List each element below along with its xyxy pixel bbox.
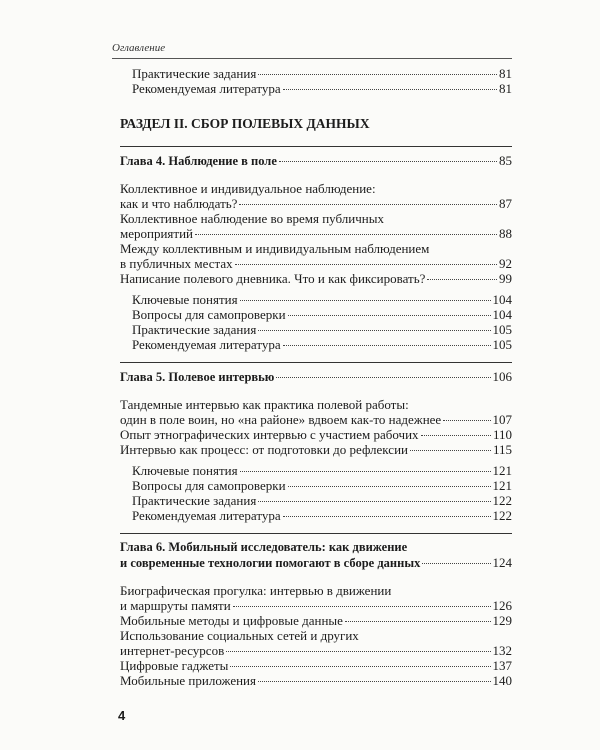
leader-dots bbox=[195, 234, 497, 235]
leader-dots bbox=[288, 486, 491, 487]
toc-subentry[interactable] bbox=[120, 463, 512, 478]
leader-dots bbox=[345, 621, 491, 622]
toc-subentry[interactable] bbox=[120, 292, 512, 307]
page-number: 4 bbox=[118, 708, 126, 723]
toc-entry-title-line2: интернет-ресурсов bbox=[120, 643, 225, 658]
toc-entry-title: Цифровые гаджеты bbox=[120, 658, 229, 673]
toc-entry-title: Вопросы для самопроверки bbox=[132, 478, 286, 493]
toc-entry[interactable] bbox=[120, 241, 512, 271]
leader-dots bbox=[276, 377, 490, 378]
toc-subentry[interactable] bbox=[120, 508, 512, 523]
toc-entry-title: Вопросы для самопроверки bbox=[132, 307, 286, 322]
chapter-title: Глава 5. Полевое интервью bbox=[120, 370, 275, 384]
toc-entry[interactable] bbox=[120, 583, 512, 613]
chapter-4-entry[interactable] bbox=[120, 153, 512, 169]
leader-dots bbox=[226, 651, 490, 652]
toc-entry-title-line1: Биографическая прогулка: интервью в движении bbox=[120, 583, 392, 598]
leader-dots bbox=[235, 264, 497, 265]
toc-entry-page: 81 bbox=[499, 81, 512, 96]
header-rule bbox=[112, 58, 512, 59]
chapter-page: 85 bbox=[499, 153, 512, 168]
toc-entry-page: 88 bbox=[499, 226, 512, 241]
leader-dots bbox=[421, 435, 491, 436]
toc-entry-page: 105 bbox=[492, 322, 512, 337]
toc-subentry[interactable] bbox=[120, 478, 512, 493]
toc-entry-title-line1: Тандемные интервью как практика полевой работы: bbox=[120, 397, 409, 412]
toc-entry-page: 129 bbox=[492, 613, 512, 628]
toc-entry-title: Мобильные приложения bbox=[120, 673, 256, 688]
leader-dots bbox=[422, 563, 490, 564]
toc-entry-page: 87 bbox=[499, 196, 512, 211]
toc-entry-page: 107 bbox=[492, 412, 512, 427]
toc-entry[interactable] bbox=[120, 271, 512, 286]
table-of-contents bbox=[120, 66, 512, 688]
toc-entry-page: 121 bbox=[492, 463, 512, 478]
leader-dots bbox=[279, 161, 497, 162]
toc-entry[interactable] bbox=[120, 81, 512, 96]
toc-subentry[interactable] bbox=[120, 337, 512, 352]
leader-dots bbox=[283, 516, 491, 517]
toc-entry-page: 99 bbox=[499, 271, 512, 286]
leader-dots bbox=[239, 204, 497, 205]
toc-entry-page: 92 bbox=[499, 256, 512, 271]
toc-entry-page: 121 bbox=[492, 478, 512, 493]
chapter-page: 106 bbox=[492, 369, 512, 384]
toc-entry[interactable] bbox=[120, 613, 512, 628]
leader-dots bbox=[443, 420, 490, 421]
leader-dots bbox=[288, 315, 491, 316]
toc-entry[interactable] bbox=[120, 658, 512, 673]
chapter-title: Глава 4. Наблюдение в поле bbox=[120, 154, 277, 168]
toc-entry-title: Практические задания bbox=[132, 493, 257, 508]
leader-dots bbox=[258, 501, 490, 502]
toc-entry[interactable] bbox=[120, 442, 512, 457]
leader-dots bbox=[240, 471, 491, 472]
toc-entry-page: 110 bbox=[492, 427, 512, 442]
toc-entry-title: Написание полевого дневника. Что и как фиксировать? bbox=[120, 271, 426, 286]
toc-entry-title: Рекомендуемая литература bbox=[132, 508, 281, 523]
toc-entry-page: 132 bbox=[492, 643, 512, 658]
leader-dots bbox=[283, 89, 497, 90]
toc-entry-title: Ключевые понятия bbox=[132, 292, 238, 307]
toc-entry-title-line2: в публичных местах bbox=[120, 256, 233, 271]
toc-entry-title: Практические задания bbox=[132, 66, 257, 81]
running-header: Оглавление bbox=[112, 42, 166, 54]
toc-subentry[interactable] bbox=[120, 493, 512, 508]
toc-entry[interactable] bbox=[120, 181, 512, 211]
chapter-title-line2: и современные технологии помогают в сборе данных bbox=[120, 556, 421, 570]
chapter-title-line1: Глава 6. Мобильный исследователь: как движение bbox=[120, 540, 408, 554]
toc-entry-title-line2: и маршруты памяти bbox=[120, 598, 231, 613]
leader-dots bbox=[283, 345, 491, 346]
toc-entry-title: Мобильные методы и цифровые данные bbox=[120, 613, 343, 628]
toc-entry[interactable] bbox=[120, 66, 512, 81]
toc-entry-title-line1: Между коллективным и индивидуальным наблюдением bbox=[120, 241, 430, 256]
toc-entry-title: Опыт этнографических интервью с участием рабочих bbox=[120, 427, 419, 442]
toc-entry-title-line2: один в поле воин, но «на районе» вдвоем как-то надежнее bbox=[120, 412, 442, 427]
toc-entry-page: 81 bbox=[499, 66, 512, 81]
toc-subentry[interactable] bbox=[120, 322, 512, 337]
toc-entry-page: 104 bbox=[492, 307, 512, 322]
toc-entry-title-line2: мероприятий bbox=[120, 226, 193, 241]
leader-dots bbox=[258, 681, 491, 682]
leader-dots bbox=[410, 450, 491, 451]
chapter-5-entry[interactable] bbox=[120, 369, 512, 385]
leader-dots bbox=[233, 606, 491, 607]
toc-entry[interactable] bbox=[120, 427, 512, 442]
toc-entry-title-line1: Коллективное наблюдение во время публичных bbox=[120, 211, 384, 226]
leader-dots bbox=[258, 330, 490, 331]
toc-entry-title-line1: Коллективное и индивидуальное наблюдение: bbox=[120, 181, 376, 196]
leader-dots bbox=[258, 74, 497, 75]
toc-subentry[interactable] bbox=[120, 307, 512, 322]
toc-entry-title: Рекомендуемая литература bbox=[132, 81, 281, 96]
toc-entry[interactable] bbox=[120, 673, 512, 688]
toc-entry-title: Ключевые понятия bbox=[132, 463, 238, 478]
toc-entry-title: Интервью как процесс: от подготовки до рефлексии bbox=[120, 442, 408, 457]
section-title: РАЗДЕЛ II. СБОР ПОЛЕВЫХ ДАННЫХ bbox=[120, 116, 370, 131]
toc-entry-page: 126 bbox=[492, 598, 512, 613]
toc-entry-page: 105 bbox=[492, 337, 512, 352]
toc-entry-title-line1: Использование социальных сетей и других bbox=[120, 628, 359, 643]
leader-dots bbox=[230, 666, 490, 667]
leader-dots bbox=[240, 300, 491, 301]
toc-entry[interactable] bbox=[120, 628, 512, 658]
toc-entry-page: 115 bbox=[492, 442, 512, 457]
toc-entry-page: 140 bbox=[492, 673, 512, 688]
toc-entry-title-line2: как и что наблюдать? bbox=[120, 196, 238, 211]
leader-dots bbox=[427, 279, 497, 280]
toc-entry-page: 104 bbox=[492, 292, 512, 307]
chapter-6-entry[interactable] bbox=[120, 540, 512, 571]
toc-entry-page: 137 bbox=[492, 658, 512, 673]
toc-entry-title: Практические задания bbox=[132, 322, 257, 337]
toc-entry-page: 122 bbox=[492, 493, 512, 508]
toc-entry[interactable] bbox=[120, 397, 512, 427]
toc-entry-page: 122 bbox=[492, 508, 512, 523]
toc-entry[interactable] bbox=[120, 211, 512, 241]
chapter-page: 124 bbox=[492, 555, 512, 570]
toc-entry-title: Рекомендуемая литература bbox=[132, 337, 281, 352]
